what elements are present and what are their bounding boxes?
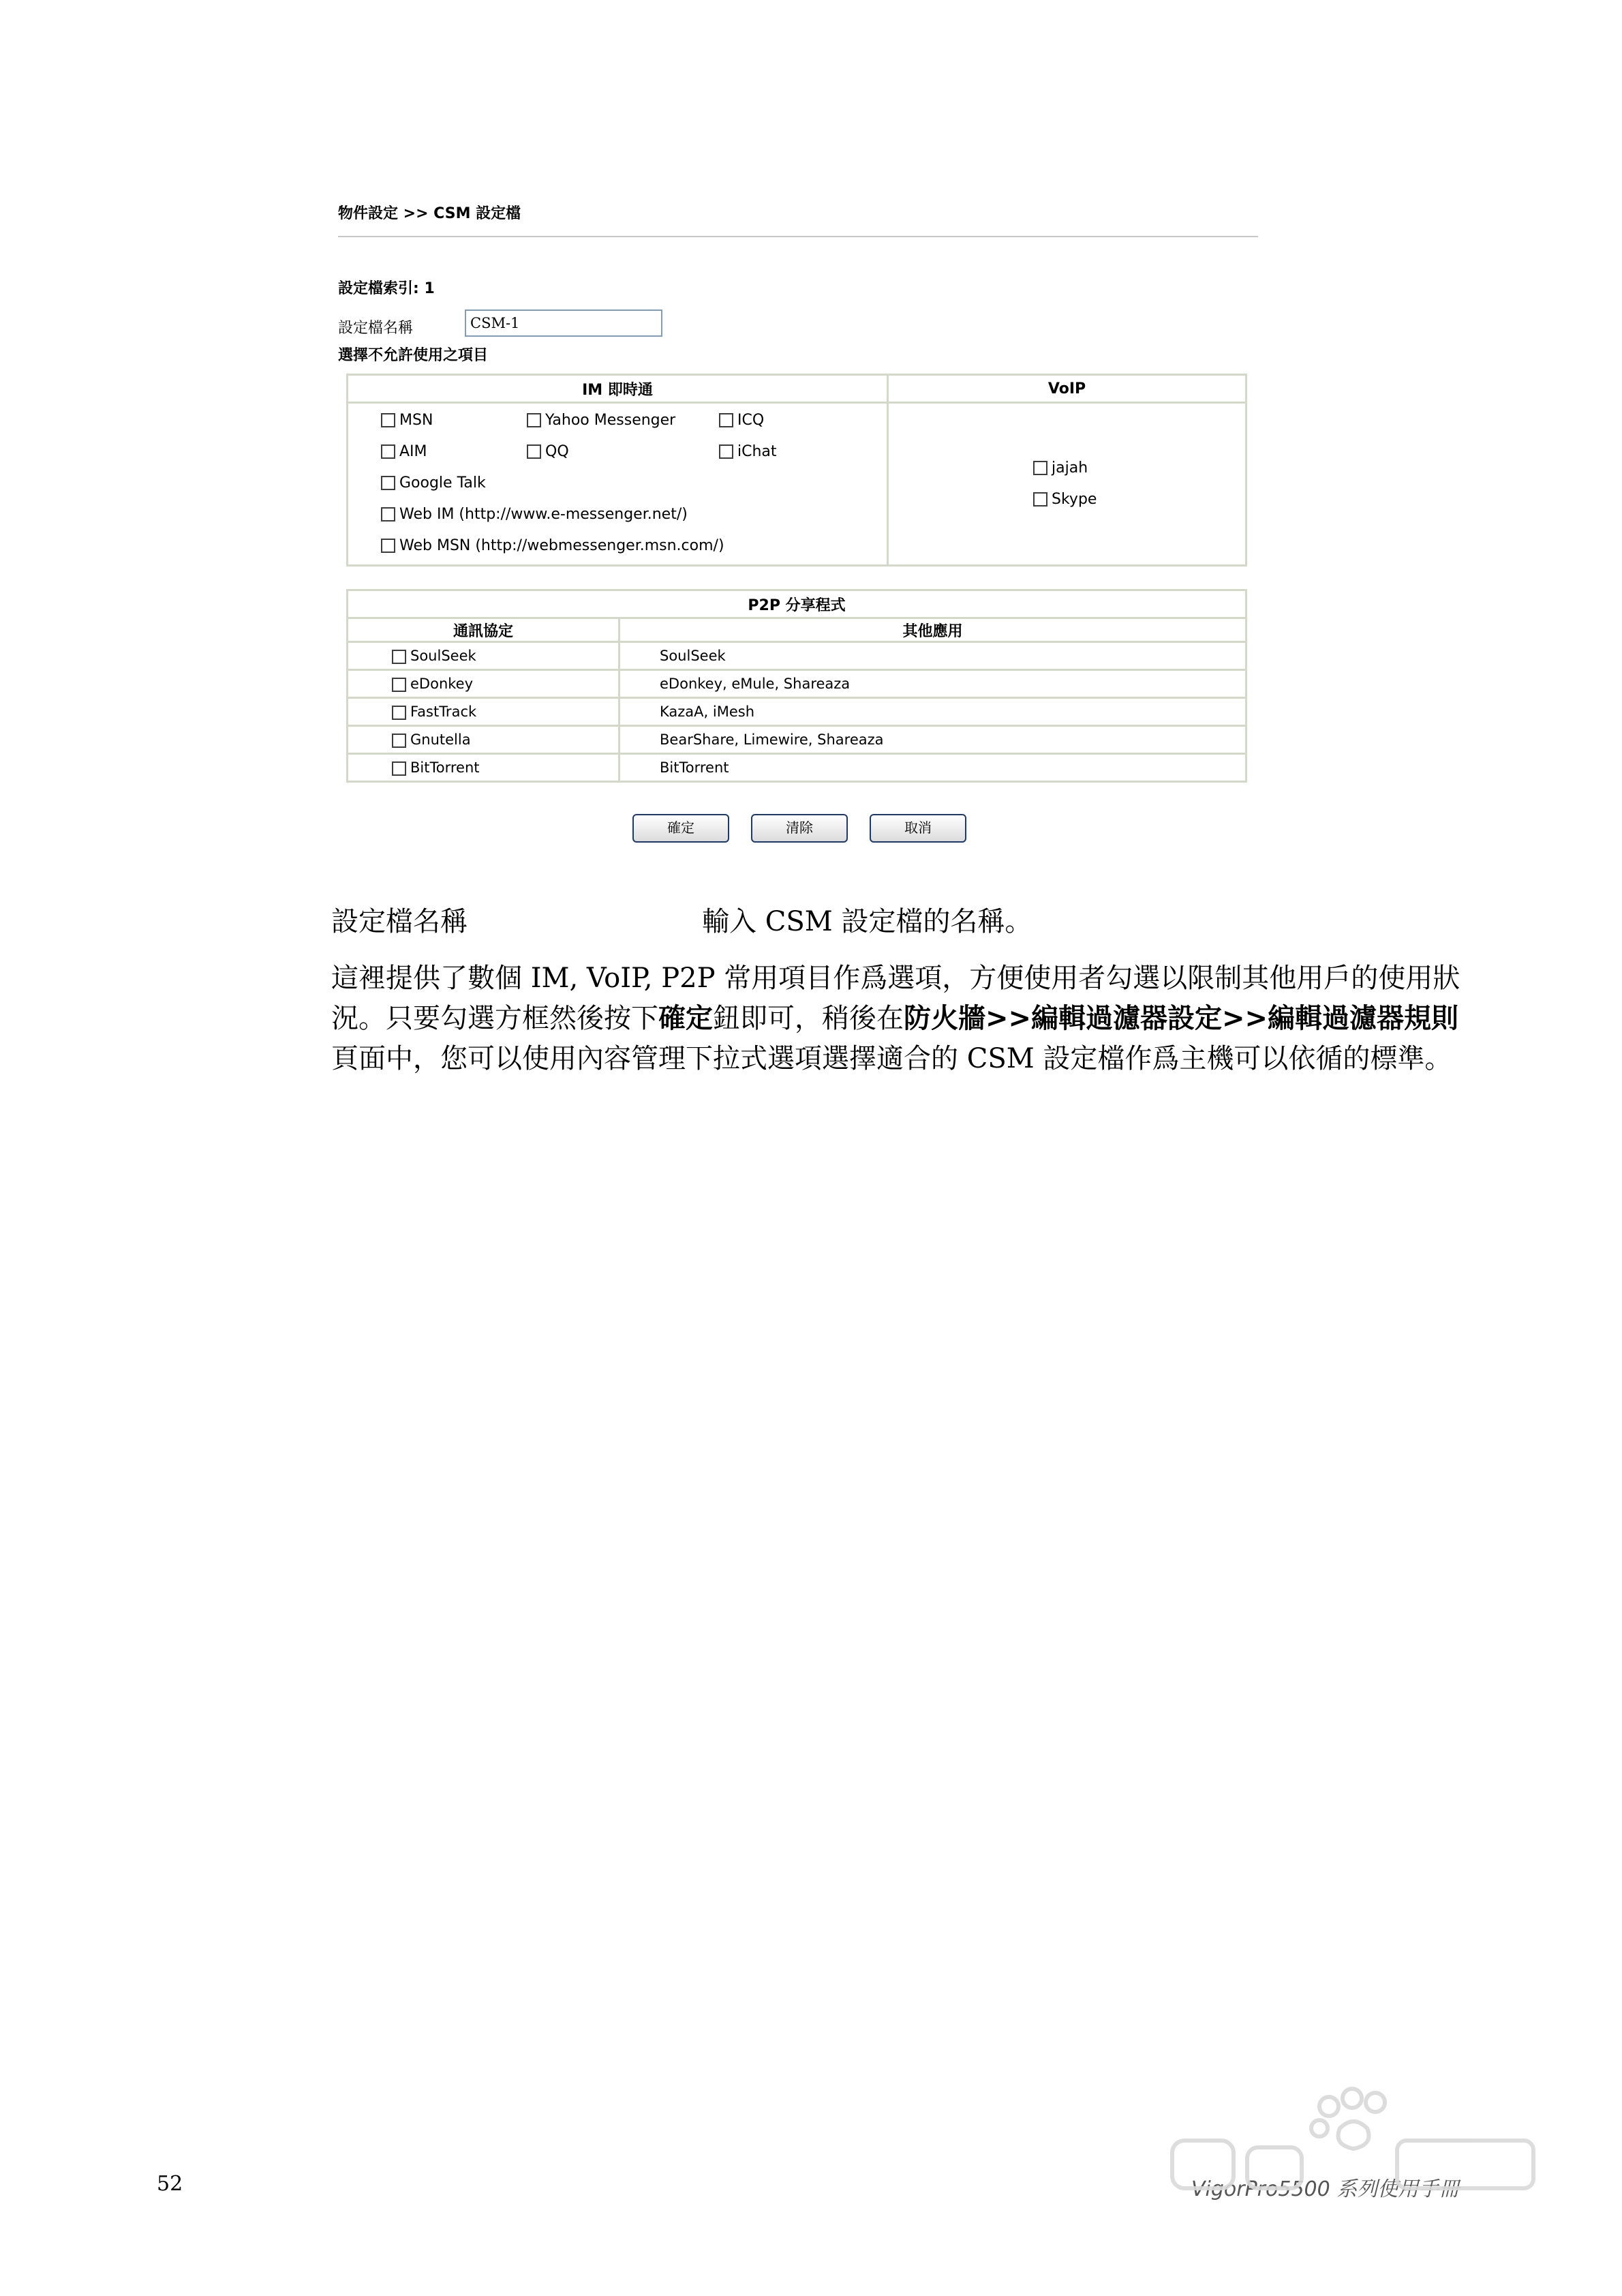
term-heading: 設定檔名稱 bbox=[331, 906, 468, 937]
checkbox[interactable] bbox=[381, 539, 395, 553]
select-title: 選擇不允許使用之項目 bbox=[338, 347, 489, 364]
clear-button[interactable]: 清除 bbox=[751, 814, 848, 843]
im-option-aim[interactable]: AIM bbox=[381, 443, 427, 460]
csm-profile-screenshot bbox=[338, 202, 1259, 856]
voip-option-skype[interactable]: Skype bbox=[1033, 491, 1097, 508]
im-option-yahoo[interactable]: Yahoo Messenger bbox=[527, 412, 675, 429]
profile-name-input[interactable] bbox=[465, 309, 662, 337]
watermark-logo bbox=[1159, 2079, 1554, 2250]
body-paragraph: 這裡提供了數個 IM, VoIP, P2P 常用項目作爲選項，方便使用者勾選以限制其他用戶的使用狀況。只要勾選方框然後按下確定鈕即可，稍後在防火牆>>編輯過濾器設定>>編輯過濾器規則頁面中，您可以使用內容管理下拉式選項選擇適合的 CSM 設定檔作爲主機可以依循的標準。 bbox=[331, 963, 1460, 1074]
p2p-protocol-soulseek[interactable]: SoulSeek bbox=[348, 642, 619, 670]
voip-cell bbox=[888, 403, 1246, 566]
voip-option-jajah[interactable]: jajah bbox=[1033, 459, 1088, 477]
checkbox[interactable] bbox=[392, 706, 406, 720]
p2p-table bbox=[346, 589, 1247, 783]
checkbox[interactable] bbox=[392, 650, 406, 664]
checkbox[interactable] bbox=[719, 413, 733, 427]
checkbox[interactable] bbox=[381, 413, 395, 427]
checkbox[interactable] bbox=[392, 761, 406, 776]
checkbox[interactable] bbox=[381, 444, 395, 459]
p2p-apps: BearShare, Limewire, Shareaza bbox=[619, 726, 1246, 754]
p2p-apps: eDonkey, eMule, Shareaza bbox=[619, 670, 1246, 698]
p2p-header: P2P 分享程式 bbox=[348, 590, 1246, 618]
breadcrumb: 物件設定 >> CSM 設定檔 bbox=[338, 205, 521, 222]
p2p-apps: SoulSeek bbox=[619, 642, 1246, 670]
term-description: 輸入 CSM 設定檔的名稱。 bbox=[702, 906, 1032, 937]
checkbox[interactable] bbox=[719, 444, 733, 459]
ok-button[interactable]: 確定 bbox=[632, 814, 729, 843]
im-option-ichat[interactable]: iChat bbox=[719, 443, 777, 460]
header-divider bbox=[338, 236, 1258, 237]
bold-ok: 確定 bbox=[658, 1003, 713, 1034]
table-row bbox=[348, 726, 1246, 754]
p2p-apps: BitTorrent bbox=[619, 754, 1246, 782]
im-voip-table bbox=[346, 374, 1247, 567]
checkbox[interactable] bbox=[527, 413, 541, 427]
table-row bbox=[348, 642, 1246, 670]
p2p-apps: KazaA, iMesh bbox=[619, 698, 1246, 726]
voip-header: VoIP bbox=[888, 375, 1246, 403]
p2p-protocol-fasttrack[interactable]: FastTrack bbox=[348, 698, 619, 726]
p2p-protocol-bittorrent[interactable]: BitTorrent bbox=[348, 754, 619, 782]
checkbox[interactable] bbox=[381, 476, 395, 490]
p2p-col-apps: 其他應用 bbox=[619, 618, 1246, 642]
checkbox[interactable] bbox=[1033, 492, 1047, 507]
table-row bbox=[348, 698, 1246, 726]
im-option-google-talk[interactable]: Google Talk bbox=[381, 474, 486, 492]
im-option-web-msn[interactable]: Web MSN (http://webmessenger.msn.com/) bbox=[381, 537, 724, 554]
profile-index: 設定檔索引: 1 bbox=[338, 280, 435, 297]
checkbox[interactable] bbox=[381, 507, 395, 522]
bold-path: 防火牆>>編輯過濾器設定>>編輯過濾器規則 bbox=[904, 1003, 1459, 1034]
im-option-msn[interactable]: MSN bbox=[381, 412, 433, 429]
checkbox[interactable] bbox=[527, 444, 541, 459]
footer-title: VigorPro5500 系列使用手冊 bbox=[1191, 2177, 1460, 2201]
checkbox[interactable] bbox=[392, 734, 406, 748]
im-cell bbox=[348, 403, 888, 566]
im-option-icq[interactable]: ICQ bbox=[719, 412, 764, 429]
p2p-col-protocol: 通訊協定 bbox=[348, 618, 619, 642]
profile-name-label: 設定檔名稱 bbox=[338, 320, 414, 337]
im-option-web-im[interactable]: Web IM (http://www.e-messenger.net/) bbox=[381, 506, 688, 523]
p2p-protocol-gnutella[interactable]: Gnutella bbox=[348, 726, 619, 754]
im-option-qq[interactable]: QQ bbox=[527, 443, 569, 460]
checkbox[interactable] bbox=[1033, 461, 1047, 475]
cancel-button[interactable]: 取消 bbox=[870, 814, 966, 843]
table-row bbox=[348, 670, 1246, 698]
page-number: 52 bbox=[157, 2172, 183, 2196]
p2p-protocol-edonkey[interactable]: eDonkey bbox=[348, 670, 619, 698]
checkbox[interactable] bbox=[392, 678, 406, 692]
im-header: IM 即時通 bbox=[348, 375, 888, 403]
table-row bbox=[348, 754, 1246, 782]
